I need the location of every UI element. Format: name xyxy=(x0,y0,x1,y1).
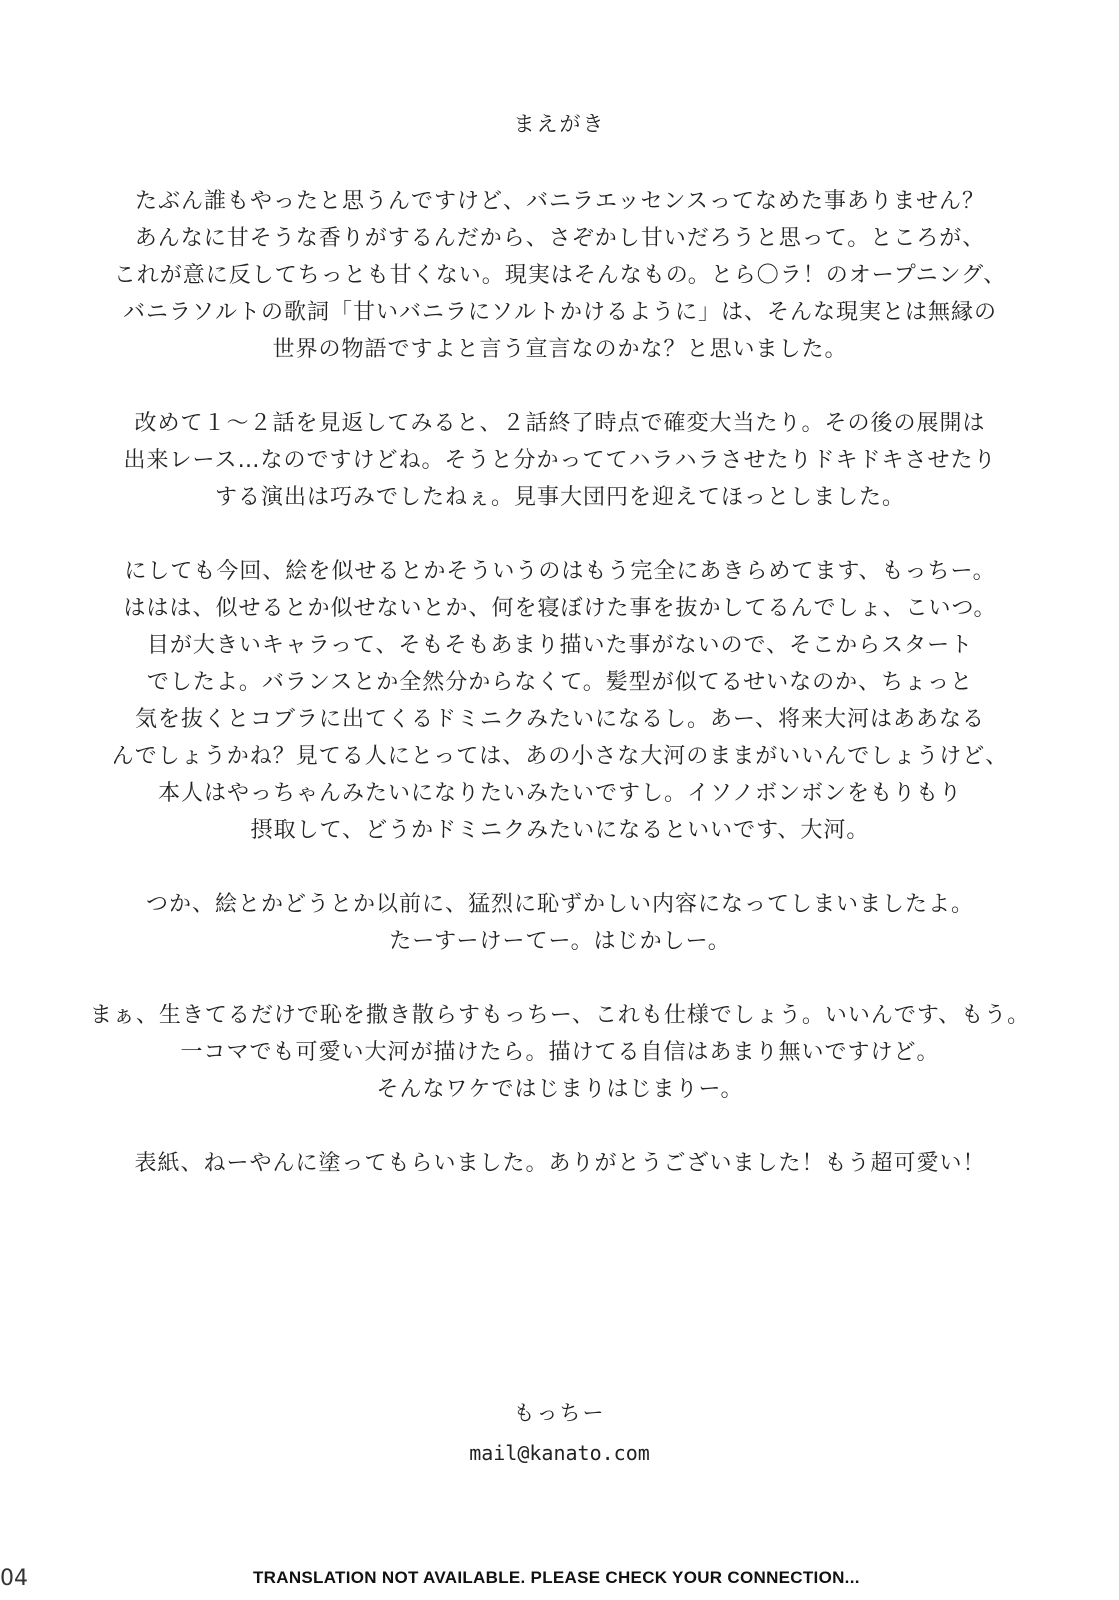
paragraph-3 xyxy=(60,553,1060,849)
paragraph-4 xyxy=(60,886,1060,960)
text-line: これが意に反してちっとも甘くない。現実はそんなもの。とら〇ラ！のオープニング、 xyxy=(113,263,1007,288)
page-footer xyxy=(0,1566,1119,1600)
text-line: たぶん誰もやったと思うんですけど、バニラエッセンスってなめた事ありません？ xyxy=(134,189,986,214)
preface-body xyxy=(60,183,1060,1219)
page-title: まえがき xyxy=(513,112,606,136)
text-line: 気を抜くとコブラに出てくるドミニクみたいになるし。あー、将来大河はああなる xyxy=(134,707,986,732)
text-line: にしても今回、絵を似せるとかそういうのはもう完全にあきらめてます、もっちー。 xyxy=(124,559,996,584)
paragraph-5 xyxy=(60,997,1060,1108)
text-line: する演出は巧みでしたねぇ。見事大団円を迎えてほっとしました。 xyxy=(214,485,905,510)
text-line: まぁ、生きてるだけで恥を撒き散らすもっちー、これも仕様でしょう。いいんです、もう。 xyxy=(89,1003,1031,1028)
text-line: 本人はやっちゃんみたいになりたいみたいですし。イソノボンボンをもりもり xyxy=(157,781,963,806)
author-email: mail@kanato.com xyxy=(469,1441,650,1465)
text-line: 世界の物語ですよと言う宣言なのかな？と思いました。 xyxy=(272,337,848,362)
text-line: 出来レース…なのですけどね。そうと分かっててハラハラさせたりドキドキさせたり xyxy=(123,448,997,473)
text-line: そんなワケではじまりはじまりー。 xyxy=(376,1077,744,1102)
text-line: たーすーけーてー。はじかしー。 xyxy=(389,929,731,954)
translation-notice: TRANSLATION NOT AVAILABLE. PLEASE CHECK YOUR CONNECTION... xyxy=(253,1568,860,1587)
text-line: バニラソルトの歌詞「甘いバニラにソルトかけるように」は、そんな現実とは無縁の xyxy=(122,300,997,325)
text-line: 一コマでも可愛い大河が描けたら。描けてる自信はあまり無いですけど。 xyxy=(180,1040,940,1065)
text-line: つか、絵とかどうとか以前に、猛烈に恥ずかしい内容になってしまいましたよ。 xyxy=(145,892,974,917)
text-line: 摂取して、どうかドミニクみたいになるといいです、大河。 xyxy=(250,818,870,843)
paragraph-6 xyxy=(60,1145,1060,1182)
text-line: んでしょうかね？見てる人にとっては、あの小さな大河のままがいいんでしょうけど、 xyxy=(111,744,1009,769)
text-line: でしたよ。バランスとか全然分からなくて。髪型が似てるせいなのか、ちょっと xyxy=(146,670,974,695)
text-line: 目が大きいキャラって、そもそもあまり描いた事がないので、そこからスタート xyxy=(146,633,974,658)
text-line: ははは、似せるとか似せないとか、何を寝ぼけた事を抜かしてるんでしょ、こいつ。 xyxy=(123,596,997,621)
text-line: 改めて１～２話を見返してみると、２話終了時点で確変大当たり。その後の展開は xyxy=(134,411,986,436)
paragraph-1 xyxy=(60,183,1060,368)
text-line: 表紙、ねーやんに塗ってもらいました。ありがとうございました！もう超可愛い！ xyxy=(134,1151,986,1176)
paragraph-2 xyxy=(60,405,1060,516)
text-line: あんなに甘そうな香りがするんだから、さぞかし甘いだろうと思って。ところが、 xyxy=(134,226,986,251)
page-number: 04 xyxy=(0,1566,28,1591)
author-signature: もっちー xyxy=(513,1401,606,1425)
